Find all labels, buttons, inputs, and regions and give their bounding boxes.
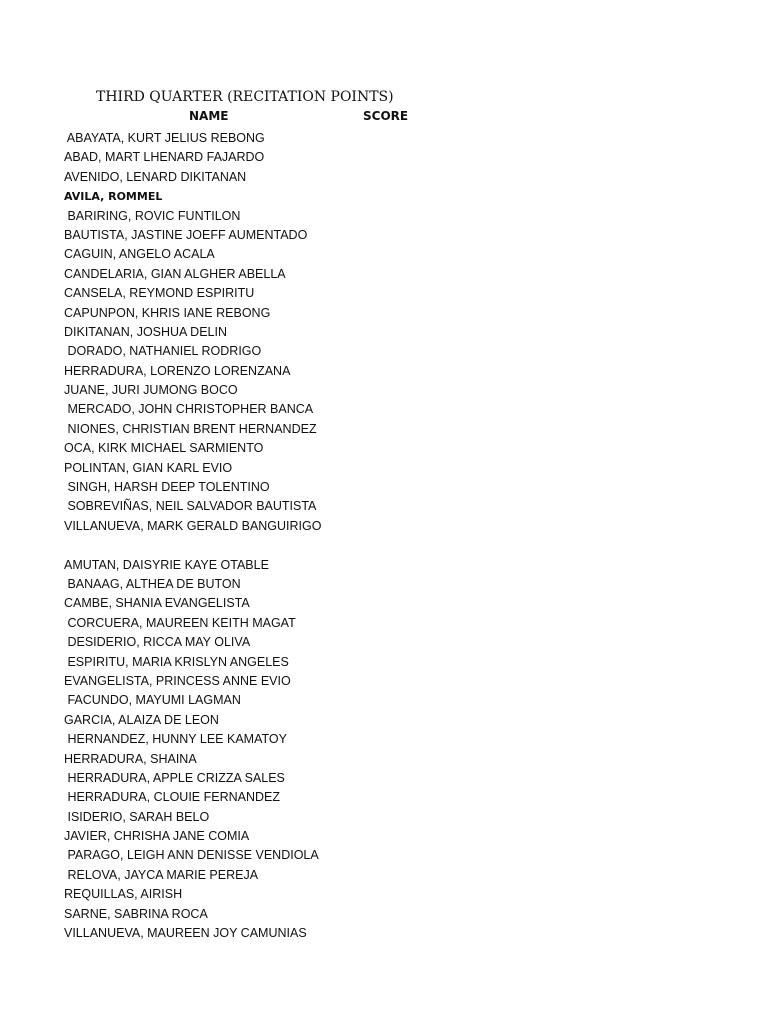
list-item: SARNE, SABRINA ROCA [64,906,208,921]
list-item: DESIDERIO, RICCA MAY OLIVA [64,635,251,650]
list-item: CORCUERA, MAUREEN KEITH MAGAT [64,615,296,630]
list-item: JUANE, JURI JUMONG BOCO [64,383,238,398]
list-item: FACUNDO, MAYUMI LAGMAN [64,693,241,708]
list-item: GARCIA, ALAIZA DE LEON [64,712,219,727]
list-item: RELOVA, JAYCA MARIE PEREJA [64,867,259,882]
list-item: HERRADURA, APPLE CRIZZA SALES [64,770,285,785]
name-column-header: NAME [189,109,229,123]
list-item: NIONES, CHRISTIAN BRENT HERNANDEZ [64,421,317,436]
list-item: PARAGO, LEIGH ANN DENISSE VENDIOLA [64,848,319,863]
list-item: BANAAG, ALTHEA DE BUTON [64,576,241,591]
list-item: DORADO, NATHANIEL RODRIGO [64,344,262,359]
list-item: AVILA, ROMMEL [64,190,163,204]
list-item: SOBREVIÑAS, NEIL SALVADOR BAUTISTA [64,499,317,514]
list-item: ABAYATA, KURT JELIUS REBONG [64,131,265,145]
list-item: OCA, KIRK MICHAEL SARMIENTO [64,441,264,456]
list-item: HERRADURA, SHAINA [64,751,197,766]
list-item: BARIRING, ROVIC FUNTILON [64,208,241,223]
list-item: REQUILLAS, AIRISH [64,887,183,902]
list-item: CAMBE, SHANIA EVANGELISTA [64,596,250,611]
score-column-header: SCORE [363,109,409,123]
list-item: HERNANDEZ, HUNNY LEE KAMATOY [64,732,287,747]
list-item: POLINTAN, GIAN KARL EVIO [64,460,233,475]
list-item: AVENIDO, LENARD DIKITANAN [64,169,247,184]
list-item: ESPIRITU, MARIA KRISLYN ANGELES [64,654,289,669]
list-item: JAVIER, CHRISHA JANE COMIA [64,829,250,844]
list-item: MERCADO, JOHN CHRISTOPHER BANCA [64,402,314,417]
list-item: VILLANUEVA, MAUREEN JOY CAMUNIAS [64,926,307,941]
page-title: THIRD QUARTER (RECITATION POINTS) [96,89,394,105]
list-item: CAPUNPON, KHRIS IANE REBONG [64,305,271,320]
student-list [64,129,321,943]
list-item: VILLANUEVA, MARK GERALD BANGUIRIGO [64,518,322,533]
list-item: EVANGELISTA, PRINCESS ANNE EVIO [64,673,291,688]
list-item: AMUTAN, DAISYRIE KAYE OTABLE [64,557,269,572]
list-item: SINGH, HARSH DEEP TOLENTINO [64,480,270,495]
list-item: CANSELA, REYMOND ESPIRITU [64,286,255,301]
list-item: CAGUIN, ANGELO ACALA [64,247,215,262]
list-item: HERRADURA, LORENZO LORENZANA [64,363,291,378]
list-item: BAUTISTA, JASTINE JOEFF AUMENTADO [64,227,308,242]
list-item: ISIDERIO, SARAH BELO [64,809,210,824]
list-item: ABAD, MART LHENARD FAJARDO [64,150,265,165]
list-item: HERRADURA, CLOUIE FERNANDEZ [64,790,280,805]
group-spacer [64,536,321,555]
list-item: DIKITANAN, JOSHUA DELIN [64,324,227,339]
list-item: CANDELARIA, GIAN ALGHER ABELLA [64,266,286,281]
